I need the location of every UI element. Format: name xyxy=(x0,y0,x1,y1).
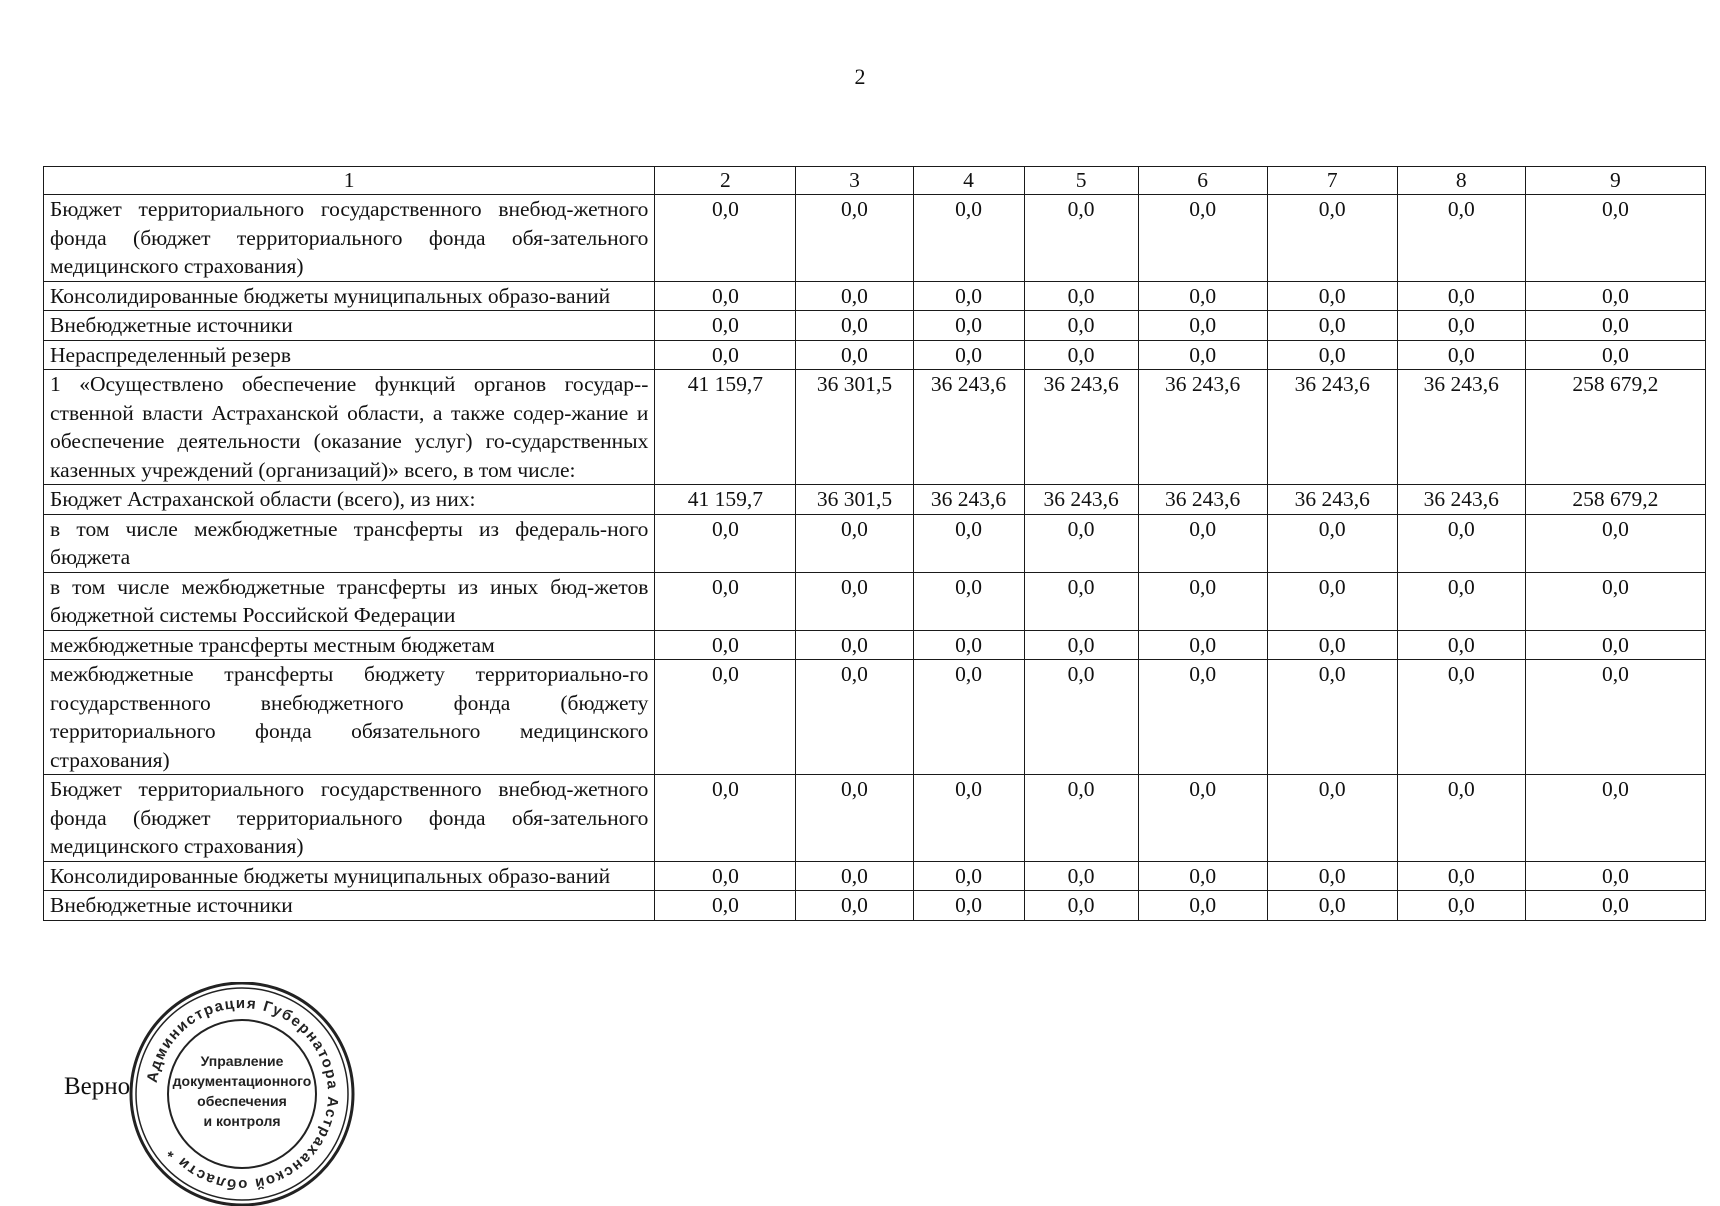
page-number: 2 xyxy=(854,64,866,89)
value-cell: 0,0 xyxy=(1024,861,1138,891)
value-cell: 0,0 xyxy=(1138,891,1267,921)
row-label: межбюджетные трансферты местным бюджетам xyxy=(44,630,655,660)
value-cell: 0,0 xyxy=(913,514,1024,572)
header-cell: 6 xyxy=(1138,167,1267,195)
value-cell: 0,0 xyxy=(913,340,1024,370)
stamp-ring-text: Администрация Губернатора Астраханской области * xyxy=(143,994,342,1194)
header-cell: 1 xyxy=(44,167,655,195)
value-cell: 0,0 xyxy=(1024,775,1138,862)
row-label: Бюджет Астраханской области (всего), из них: xyxy=(44,485,655,515)
value-cell: 0,0 xyxy=(796,660,913,775)
budget-table xyxy=(43,166,1706,921)
value-cell: 0,0 xyxy=(1397,311,1525,341)
value-cell: 0,0 xyxy=(913,775,1024,862)
table-row xyxy=(44,281,1706,311)
value-cell: 0,0 xyxy=(1525,660,1705,775)
value-cell: 0,0 xyxy=(796,572,913,630)
value-cell: 0,0 xyxy=(796,340,913,370)
table-row xyxy=(44,195,1706,282)
value-cell: 36 243,6 xyxy=(913,370,1024,485)
value-cell: 0,0 xyxy=(913,891,1024,921)
value-cell: 0,0 xyxy=(1138,775,1267,862)
value-cell: 0,0 xyxy=(1397,660,1525,775)
value-cell: 0,0 xyxy=(1397,281,1525,311)
value-cell: 0,0 xyxy=(1267,775,1397,862)
value-cell: 0,0 xyxy=(1138,311,1267,341)
value-cell: 0,0 xyxy=(796,775,913,862)
value-cell: 0,0 xyxy=(1525,195,1705,282)
header-cell: 2 xyxy=(655,167,796,195)
value-cell: 0,0 xyxy=(1267,660,1397,775)
row-label: Консолидированные бюджеты муниципальных образо-ваний xyxy=(44,861,655,891)
value-cell: 0,0 xyxy=(1138,572,1267,630)
row-label: Консолидированные бюджеты муниципальных образо-ваний xyxy=(44,281,655,311)
row-label: Внебюджетные источники xyxy=(44,311,655,341)
value-cell: 36 301,5 xyxy=(796,485,913,515)
table-row xyxy=(44,891,1706,921)
value-cell: 0,0 xyxy=(796,195,913,282)
row-label: межбюджетные трансферты бюджету территориально-го государственного внебюджетного фонда (бюджету территориального фонда обязательного медицинского страхования) xyxy=(44,660,655,775)
header-cell: 4 xyxy=(913,167,1024,195)
value-cell: 0,0 xyxy=(1525,572,1705,630)
value-cell: 0,0 xyxy=(796,311,913,341)
value-cell: 0,0 xyxy=(1024,572,1138,630)
value-cell: 36 243,6 xyxy=(913,485,1024,515)
row-label: Бюджет территориального государственного внебюд-жетного фонда (бюджет территориального фонда обя-зательного медицинского страхования) xyxy=(44,195,655,282)
value-cell: 0,0 xyxy=(913,281,1024,311)
value-cell: 36 243,6 xyxy=(1267,485,1397,515)
value-cell: 0,0 xyxy=(1397,861,1525,891)
value-cell: 0,0 xyxy=(1397,514,1525,572)
value-cell: 0,0 xyxy=(655,514,796,572)
table-row xyxy=(44,311,1706,341)
value-cell: 0,0 xyxy=(1397,775,1525,862)
stamp-line: Управление xyxy=(200,1053,284,1069)
header-cell: 5 xyxy=(1024,167,1138,195)
value-cell: 0,0 xyxy=(655,660,796,775)
value-cell: 0,0 xyxy=(1525,630,1705,660)
value-cell: 0,0 xyxy=(655,281,796,311)
value-cell: 0,0 xyxy=(655,311,796,341)
value-cell: 36 243,6 xyxy=(1024,485,1138,515)
row-label: в том числе межбюджетные трансферты из иных бюд-жетов бюджетной системы Российской Федерации xyxy=(44,572,655,630)
value-cell: 0,0 xyxy=(1267,281,1397,311)
value-cell: 0,0 xyxy=(913,311,1024,341)
value-cell: 0,0 xyxy=(655,340,796,370)
value-cell: 0,0 xyxy=(796,630,913,660)
value-cell: 0,0 xyxy=(796,891,913,921)
header-cell: 3 xyxy=(796,167,913,195)
header-row xyxy=(44,167,1706,195)
value-cell: 0,0 xyxy=(1525,281,1705,311)
table-row xyxy=(44,660,1706,775)
value-cell: 36 243,6 xyxy=(1397,485,1525,515)
value-cell: 36 243,6 xyxy=(1024,370,1138,485)
value-cell: 0,0 xyxy=(655,195,796,282)
table-body xyxy=(44,195,1706,921)
value-cell: 0,0 xyxy=(1525,891,1705,921)
value-cell: 0,0 xyxy=(1525,514,1705,572)
value-cell: 0,0 xyxy=(913,861,1024,891)
value-cell: 0,0 xyxy=(1267,195,1397,282)
table-row xyxy=(44,861,1706,891)
value-cell: 0,0 xyxy=(796,514,913,572)
value-cell: 36 243,6 xyxy=(1138,370,1267,485)
header-cell: 8 xyxy=(1397,167,1525,195)
value-cell: 0,0 xyxy=(1525,861,1705,891)
value-cell: 0,0 xyxy=(913,630,1024,660)
value-cell: 0,0 xyxy=(1024,281,1138,311)
value-cell: 0,0 xyxy=(655,572,796,630)
stamp-line: и контроля xyxy=(203,1113,281,1129)
value-cell: 0,0 xyxy=(1267,340,1397,370)
value-cell: 0,0 xyxy=(655,861,796,891)
stamp-line: документационного xyxy=(172,1073,312,1089)
value-cell: 41 159,7 xyxy=(655,370,796,485)
row-label: Внебюджетные источники xyxy=(44,891,655,921)
value-cell: 0,0 xyxy=(1024,891,1138,921)
value-cell: 258 679,2 xyxy=(1525,370,1705,485)
value-cell: 0,0 xyxy=(1024,340,1138,370)
value-cell: 0,0 xyxy=(1024,311,1138,341)
value-cell: 258 679,2 xyxy=(1525,485,1705,515)
official-stamp xyxy=(126,982,358,1206)
value-cell: 36 243,6 xyxy=(1397,370,1525,485)
table-row xyxy=(44,340,1706,370)
value-cell: 0,0 xyxy=(796,281,913,311)
value-cell: 0,0 xyxy=(913,572,1024,630)
value-cell: 0,0 xyxy=(1024,514,1138,572)
value-cell: 36 301,5 xyxy=(796,370,913,485)
value-cell: 36 243,6 xyxy=(1138,485,1267,515)
value-cell: 0,0 xyxy=(1267,572,1397,630)
value-cell: 0,0 xyxy=(1525,311,1705,341)
header-cell: 9 xyxy=(1525,167,1705,195)
value-cell: 0,0 xyxy=(1397,630,1525,660)
verno-label: Верно xyxy=(64,1073,131,1100)
value-cell: 41 159,7 xyxy=(655,485,796,515)
table-row xyxy=(44,775,1706,862)
value-cell: 0,0 xyxy=(1138,861,1267,891)
value-cell: 0,0 xyxy=(1138,195,1267,282)
value-cell: 0,0 xyxy=(1024,195,1138,282)
value-cell: 0,0 xyxy=(913,660,1024,775)
value-cell: 0,0 xyxy=(1397,195,1525,282)
value-cell: 0,0 xyxy=(1024,660,1138,775)
value-cell: 0,0 xyxy=(1267,891,1397,921)
value-cell: 0,0 xyxy=(655,630,796,660)
table-row xyxy=(44,514,1706,572)
row-label: Нераспределенный резерв xyxy=(44,340,655,370)
value-cell: 0,0 xyxy=(1525,775,1705,862)
row-label: Бюджет территориального государственного внебюд-жетного фонда (бюджет территориального фонда обя-зательного медицинского страхования) xyxy=(44,775,655,862)
header-cell: 7 xyxy=(1267,167,1397,195)
table-row xyxy=(44,630,1706,660)
value-cell: 0,0 xyxy=(1138,660,1267,775)
value-cell: 0,0 xyxy=(1267,311,1397,341)
value-cell: 0,0 xyxy=(1138,630,1267,660)
value-cell: 0,0 xyxy=(913,195,1024,282)
value-cell: 0,0 xyxy=(1138,514,1267,572)
value-cell: 0,0 xyxy=(1138,281,1267,311)
value-cell: 0,0 xyxy=(1397,891,1525,921)
value-cell: 0,0 xyxy=(655,775,796,862)
value-cell: 36 243,6 xyxy=(1267,370,1397,485)
value-cell: 0,0 xyxy=(1525,340,1705,370)
row-label: 1 «Осуществлено обеспечение функций органов государ-ственной власти Астраханской области, а также содер-жание и обеспечение деятельности (оказание услуг) го-сударственных казенных учреждений (организаций)» всего, в том числе: xyxy=(44,370,655,485)
table-row xyxy=(44,370,1706,485)
value-cell: 0,0 xyxy=(1024,630,1138,660)
value-cell: 0,0 xyxy=(1267,514,1397,572)
value-cell: 0,0 xyxy=(1397,340,1525,370)
value-cell: 0,0 xyxy=(655,891,796,921)
stamp-line: обеспечения xyxy=(197,1093,287,1109)
value-cell: 0,0 xyxy=(1267,861,1397,891)
row-label: в том числе межбюджетные трансферты из федераль-ного бюджета xyxy=(44,514,655,572)
table-row xyxy=(44,572,1706,630)
value-cell: 0,0 xyxy=(796,861,913,891)
value-cell: 0,0 xyxy=(1397,572,1525,630)
value-cell: 0,0 xyxy=(1138,340,1267,370)
table-row xyxy=(44,485,1706,515)
value-cell: 0,0 xyxy=(1267,630,1397,660)
